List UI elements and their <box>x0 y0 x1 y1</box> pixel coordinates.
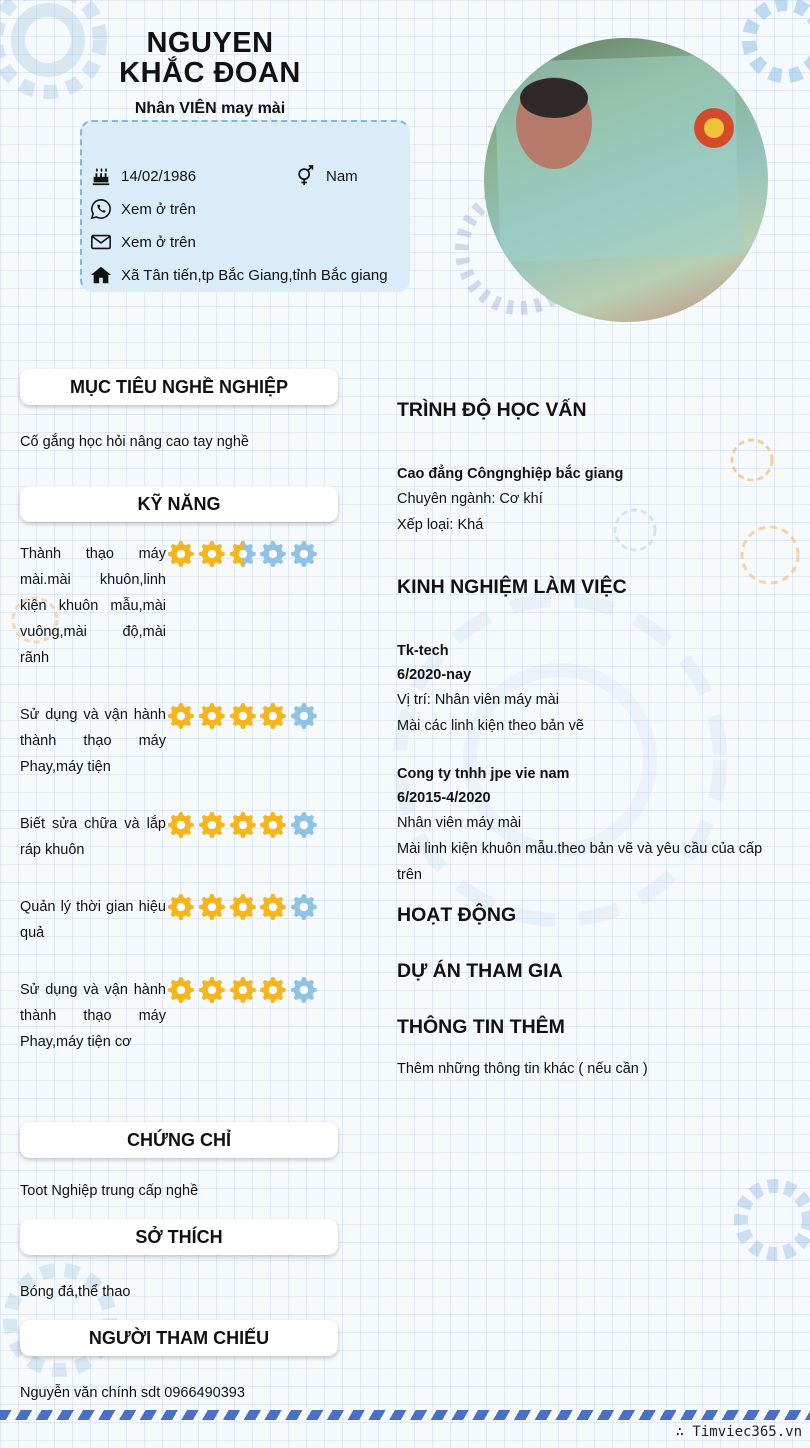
birthday-cake-icon <box>90 165 112 187</box>
gear-rating-icon <box>166 975 196 1005</box>
activities-title: HOẠT ĐỘNG <box>397 904 517 926</box>
email-row <box>90 231 196 253</box>
gear-rating-icon <box>258 701 288 731</box>
gear-rating-icon <box>258 892 288 922</box>
education-school: Cao đẳng Côngnghiệp bắc giang <box>397 466 624 482</box>
envelope-icon <box>90 231 112 253</box>
gear-rating-icon <box>289 892 319 922</box>
job-2-period: 6/2015-4/2020 <box>397 790 491 806</box>
job-2-company: Cong ty tnhh jpe vie nam <box>397 766 570 782</box>
birthday-row <box>90 165 196 187</box>
objective-text: Cố gắng học hỏi nâng cao tay nghề <box>20 434 249 450</box>
skill-name-1: Thành thạo máy mài.mài khuôn,linh kiện khuôn mẫu,mài vuông,mài độ,mài rãnh <box>20 546 166 666</box>
job-1-position: Vị trí: Nhân viên máy mài <box>397 692 559 708</box>
gear-rating-icon <box>228 810 258 840</box>
certificates-header: CHỨNG CHỈ <box>20 1122 338 1158</box>
hobbies-header: SỞ THÍCH <box>20 1219 338 1255</box>
skill-name-4: Quản lý thời gian hiệu quả <box>20 899 166 941</box>
birthday-value: 14/02/1986 <box>121 167 197 185</box>
home-icon <box>90 264 112 286</box>
gear-rating-icon <box>197 539 227 569</box>
gear-rating-icon <box>289 539 319 569</box>
gear-rating-icon <box>258 539 288 569</box>
gender-icon <box>295 165 317 187</box>
job-1-description: Mài các linh kiện theo bản vẽ <box>397 718 584 734</box>
phone-row <box>90 198 196 220</box>
gear-rating-icon <box>228 539 258 569</box>
experience-title: KINH NGHIỆM LÀM VIỆC <box>397 576 627 598</box>
skill-name-2: Sử dụng và vận hành thành thạo máy Phay,máy tiện <box>20 707 166 775</box>
references-header: NGƯỜI THAM CHIẾU <box>20 1320 338 1356</box>
education-title: TRÌNH ĐỘ HỌC VẤN <box>397 399 587 421</box>
header <box>80 28 340 118</box>
education-grade: Xếp loại: Khá <box>397 517 484 533</box>
gender-row <box>295 165 358 187</box>
brand-watermark: ∴ Timviec365.vn <box>675 1424 802 1440</box>
profile-photo <box>484 38 768 322</box>
objective-header: MỤC TIÊU NGHỀ NGHIỆP <box>20 369 338 405</box>
job-1-company: Tk-tech <box>397 643 449 659</box>
skill-rating-5 <box>166 975 320 1005</box>
gear-rating-icon <box>197 701 227 731</box>
gear-rating-icon <box>197 892 227 922</box>
id-card-photo-illustration <box>484 38 768 322</box>
skill-rating-2 <box>166 701 320 731</box>
skill-name-5: Sử dụng và vận hành thành thạo máy Phay,máy tiện cơ <box>20 982 166 1050</box>
gender-value: Nam <box>326 167 358 185</box>
gear-rating-icon <box>289 975 319 1005</box>
gear-rating-icon <box>166 701 196 731</box>
phone-value: Xem ở trên <box>121 200 196 218</box>
skill-name-3: Biết sửa chữa và lắp ráp khuôn <box>20 816 166 858</box>
full-name-line1: NGUYEN <box>146 27 274 59</box>
full-name-line2: KHẮC ĐOAN <box>119 57 301 89</box>
skill-rating-4 <box>166 892 320 922</box>
brand-name: Timviec365.vn <box>692 1424 802 1440</box>
references-text: Nguyễn văn chính sdt 0966490393 <box>20 1385 245 1401</box>
certificates-text: Toot Nghiệp trung cấp nghề <box>20 1183 199 1199</box>
job-title: Nhân VIÊN may mài <box>134 100 286 117</box>
gear-rating-icon <box>166 892 196 922</box>
email-value: Xem ở trên <box>121 233 196 251</box>
job-1-period: 6/2020-nay <box>397 667 472 683</box>
footer-stripe <box>0 1410 810 1420</box>
gear-rating-icon <box>197 810 227 840</box>
gear-rating-icon <box>197 975 227 1005</box>
gear-rating-icon <box>166 810 196 840</box>
skill-rating-1 <box>166 539 320 569</box>
gear-rating-icon <box>228 892 258 922</box>
address-row <box>90 264 388 286</box>
job-2-description: Mài linh kiện khuôn mẫu.theo bản vẽ và yêu cầu của cấp trên <box>397 841 763 883</box>
hobbies-text: Bóng đá,thể thao <box>20 1284 131 1300</box>
gear-rating-icon <box>258 975 288 1005</box>
education-major: Chuyên ngành: Cơ khí <box>397 491 543 507</box>
gear-rating-icon <box>166 539 196 569</box>
gear-rating-icon <box>289 701 319 731</box>
gear-rating-icon <box>228 701 258 731</box>
gear-rating-icon <box>289 810 319 840</box>
skills-header: KỸ NĂNG <box>20 486 338 522</box>
extra-info-title: THÔNG TIN THÊM <box>397 1016 565 1038</box>
whatsapp-phone-icon <box>90 198 112 220</box>
projects-title: DỰ ÁN THAM GIA <box>397 960 563 982</box>
gear-rating-icon <box>228 975 258 1005</box>
extra-info-text: Thêm những thông tin khác ( nếu cần ) <box>397 1061 648 1077</box>
gear-rating-icon <box>258 810 288 840</box>
skill-rating-3 <box>166 810 320 840</box>
address-value: Xã Tân tiến,tp Bắc Giang,tỉnh Bắc giang <box>121 266 388 284</box>
job-2-position: Nhân viên máy mài <box>397 815 522 831</box>
